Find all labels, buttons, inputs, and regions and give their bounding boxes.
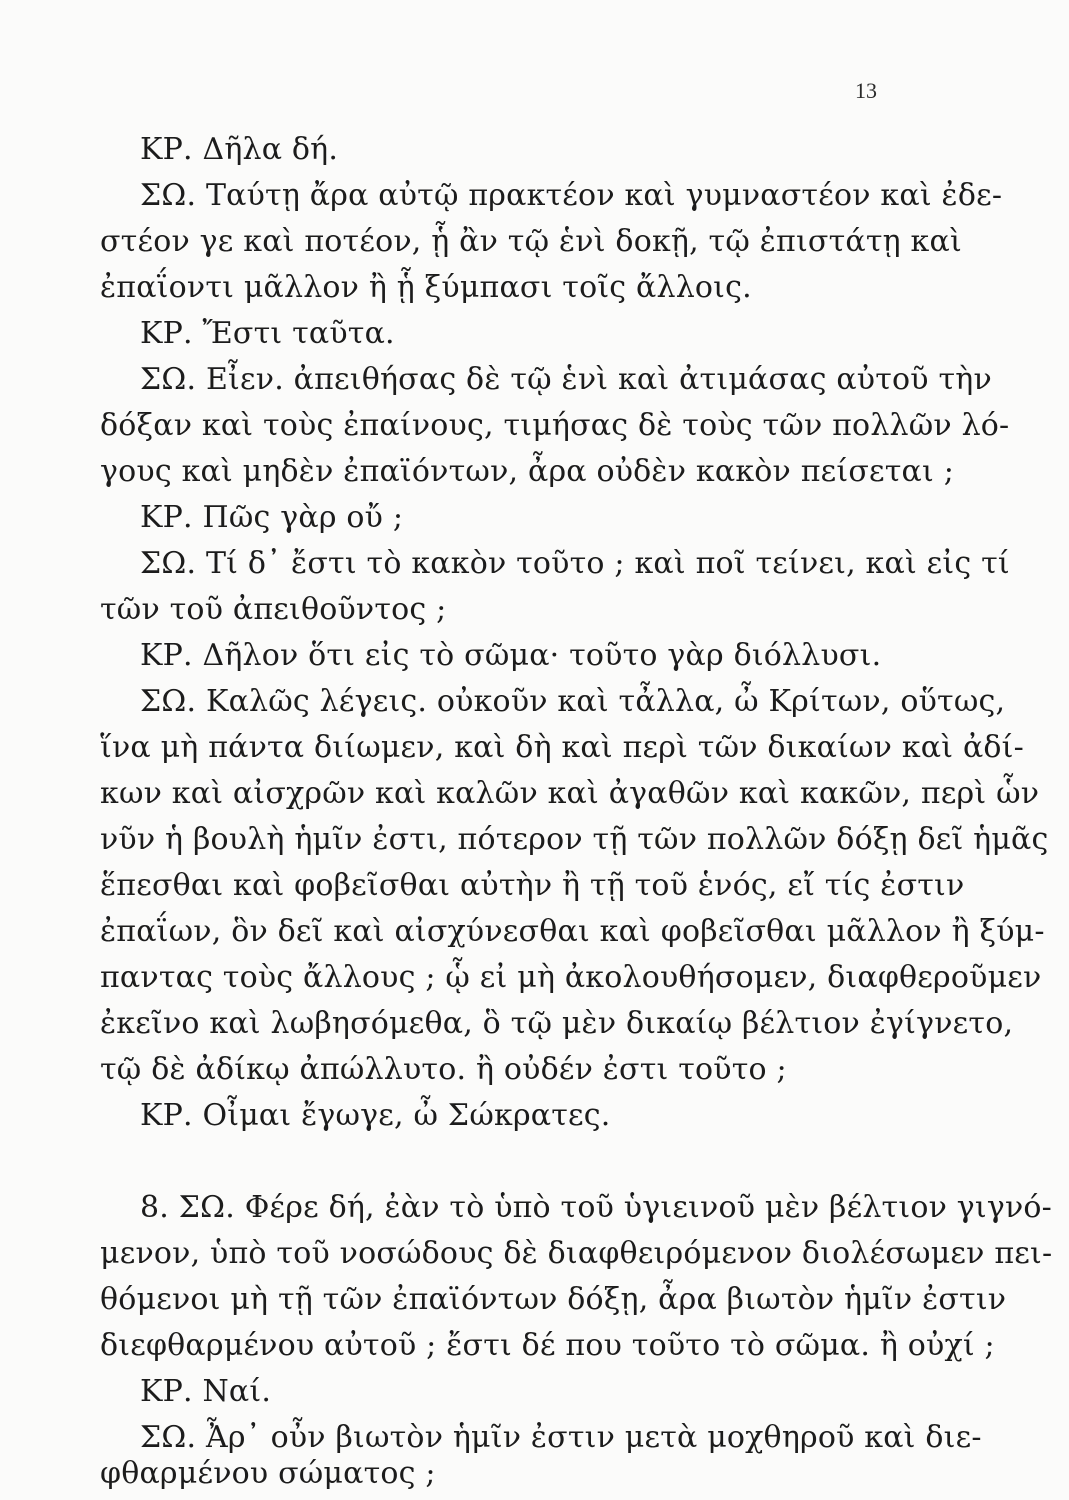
text-line: ΣΩ. Ἆρ᾽ οὖν βιωτὸν ἡμῖν ἐστιν μετὰ μοχθηροῦ καὶ διε- xyxy=(140,1420,982,1455)
text-line: ἵνα μὴ πάντα διίωμεν, καὶ δὴ καὶ περὶ τῶν δικαίων καὶ ἀδί- xyxy=(100,730,1024,765)
text-line: διεφθαρμένου αὐτοῦ ; ἔστι δέ που τοῦτο τὸ σῶμα. ἢ οὐχί ; xyxy=(100,1328,995,1363)
page-number: 13 xyxy=(855,78,877,103)
text-line: δόξαν καὶ τοὺς ἐπαίνους, τιμήσας δὲ τοὺς τῶν πολλῶν λό- xyxy=(100,408,1010,443)
text-line: ΣΩ. Ταύτῃ ἄρα αὐτῷ πρακτέον καὶ γυμναστέον καὶ ἐδε- xyxy=(140,178,1003,213)
text-line: ΚΡ. Ναί. xyxy=(140,1374,272,1409)
text-line: ΚΡ. Πῶς γὰρ οὔ ; xyxy=(140,500,404,535)
text-line: ΣΩ. Εἶεν. ἀπειθήσας δὲ τῷ ἑνὶ καὶ ἀτιμάσας αὐτοῦ τὴν xyxy=(140,362,992,397)
text-line: νῦν ἡ βουλὴ ἡμῖν ἐστι, πότερον τῇ τῶν πολλῶν δόξῃ δεῖ ἡμᾶς xyxy=(100,822,1049,857)
text-line: τῶν τοῦ ἀπειθοῦντος ; xyxy=(100,592,447,627)
text-line: ΚΡ. Δῆλον ὅτι εἰς τὸ σῶμα· τοῦτο γὰρ διόλλυσι. xyxy=(140,638,882,673)
text-line: γους καὶ μηδὲν ἐπαϊόντων, ἆρα οὐδὲν κακὸν πείσεται ; xyxy=(100,454,955,489)
text-line: θόμενοι μὴ τῇ τῶν ἐπαϊόντων δόξῃ, ἆρα βιωτὸν ἡμῖν ἐστιν xyxy=(100,1282,1007,1317)
text-line: ἕπεσθαι καὶ φοβεῖσθαι αὐτὴν ἢ τῇ τοῦ ἑνός, εἴ τίς ἐστιν xyxy=(100,868,965,903)
text-line: ΚΡ. Δῆλα δή. xyxy=(140,132,339,167)
text-line: φθαρμένου σώματος ; xyxy=(100,1456,436,1491)
text-line: ΣΩ. Τί δ᾽ ἔστι τὸ κακὸν τοῦτο ; καὶ ποῖ τείνει, καὶ εἰς τί xyxy=(140,546,1010,581)
text-line: μενον, ὑπὸ τοῦ νοσώδους δὲ διαφθειρόμενον διολέσωμεν πει- xyxy=(100,1236,1053,1271)
text-line: 8. ΣΩ. Φέρε δή, ἐὰν τὸ ὑπὸ τοῦ ὑγιεινοῦ μὲν βέλτιον γιγνό- xyxy=(140,1190,1053,1225)
text-line: κων καὶ αἰσχρῶν καὶ καλῶν καὶ ἀγαθῶν καὶ κακῶν, περὶ ὧν xyxy=(100,776,1040,811)
text-line: ΚΡ. Οἶμαι ἔγωγε, ὦ Σώκρατες. xyxy=(140,1098,611,1133)
text-line: ΣΩ. Καλῶς λέγεις. οὐκοῦν καὶ τἆλλα, ὦ Κρίτων, οὕτως, xyxy=(140,684,1006,719)
text-line: στέον γε καὶ ποτέον, ᾗ ἂν τῷ ἑνὶ δοκῇ, τῷ ἐπιστάτῃ καὶ xyxy=(100,224,962,259)
text-line: παντας τοὺς ἄλλους ; ᾧ εἰ μὴ ἀκολουθήσομεν, διαφθεροῦμεν xyxy=(100,960,1042,995)
text-line: ἐκεῖνο καὶ λωβησόμεθα, ὃ τῷ μὲν δικαίῳ βέλτιον ἐγίγνετο, xyxy=(100,1006,1014,1041)
text-line: ΚΡ. Ἔστι ταῦτα. xyxy=(140,316,395,351)
text-line: ἐπαΐοντι μᾶλλον ἢ ᾗ ξύμπασι τοῖς ἄλλοις. xyxy=(100,270,752,305)
text-line: τῷ δὲ ἀδίκῳ ἀπώλλυτο. ἢ οὐδέν ἐστι τοῦτο ; xyxy=(100,1052,787,1087)
text-line: ἐπαΐων, ὃν δεῖ καὶ αἰσχύνεσθαι καὶ φοβεῖσθαι μᾶλλον ἢ ξύμ- xyxy=(100,914,1045,949)
